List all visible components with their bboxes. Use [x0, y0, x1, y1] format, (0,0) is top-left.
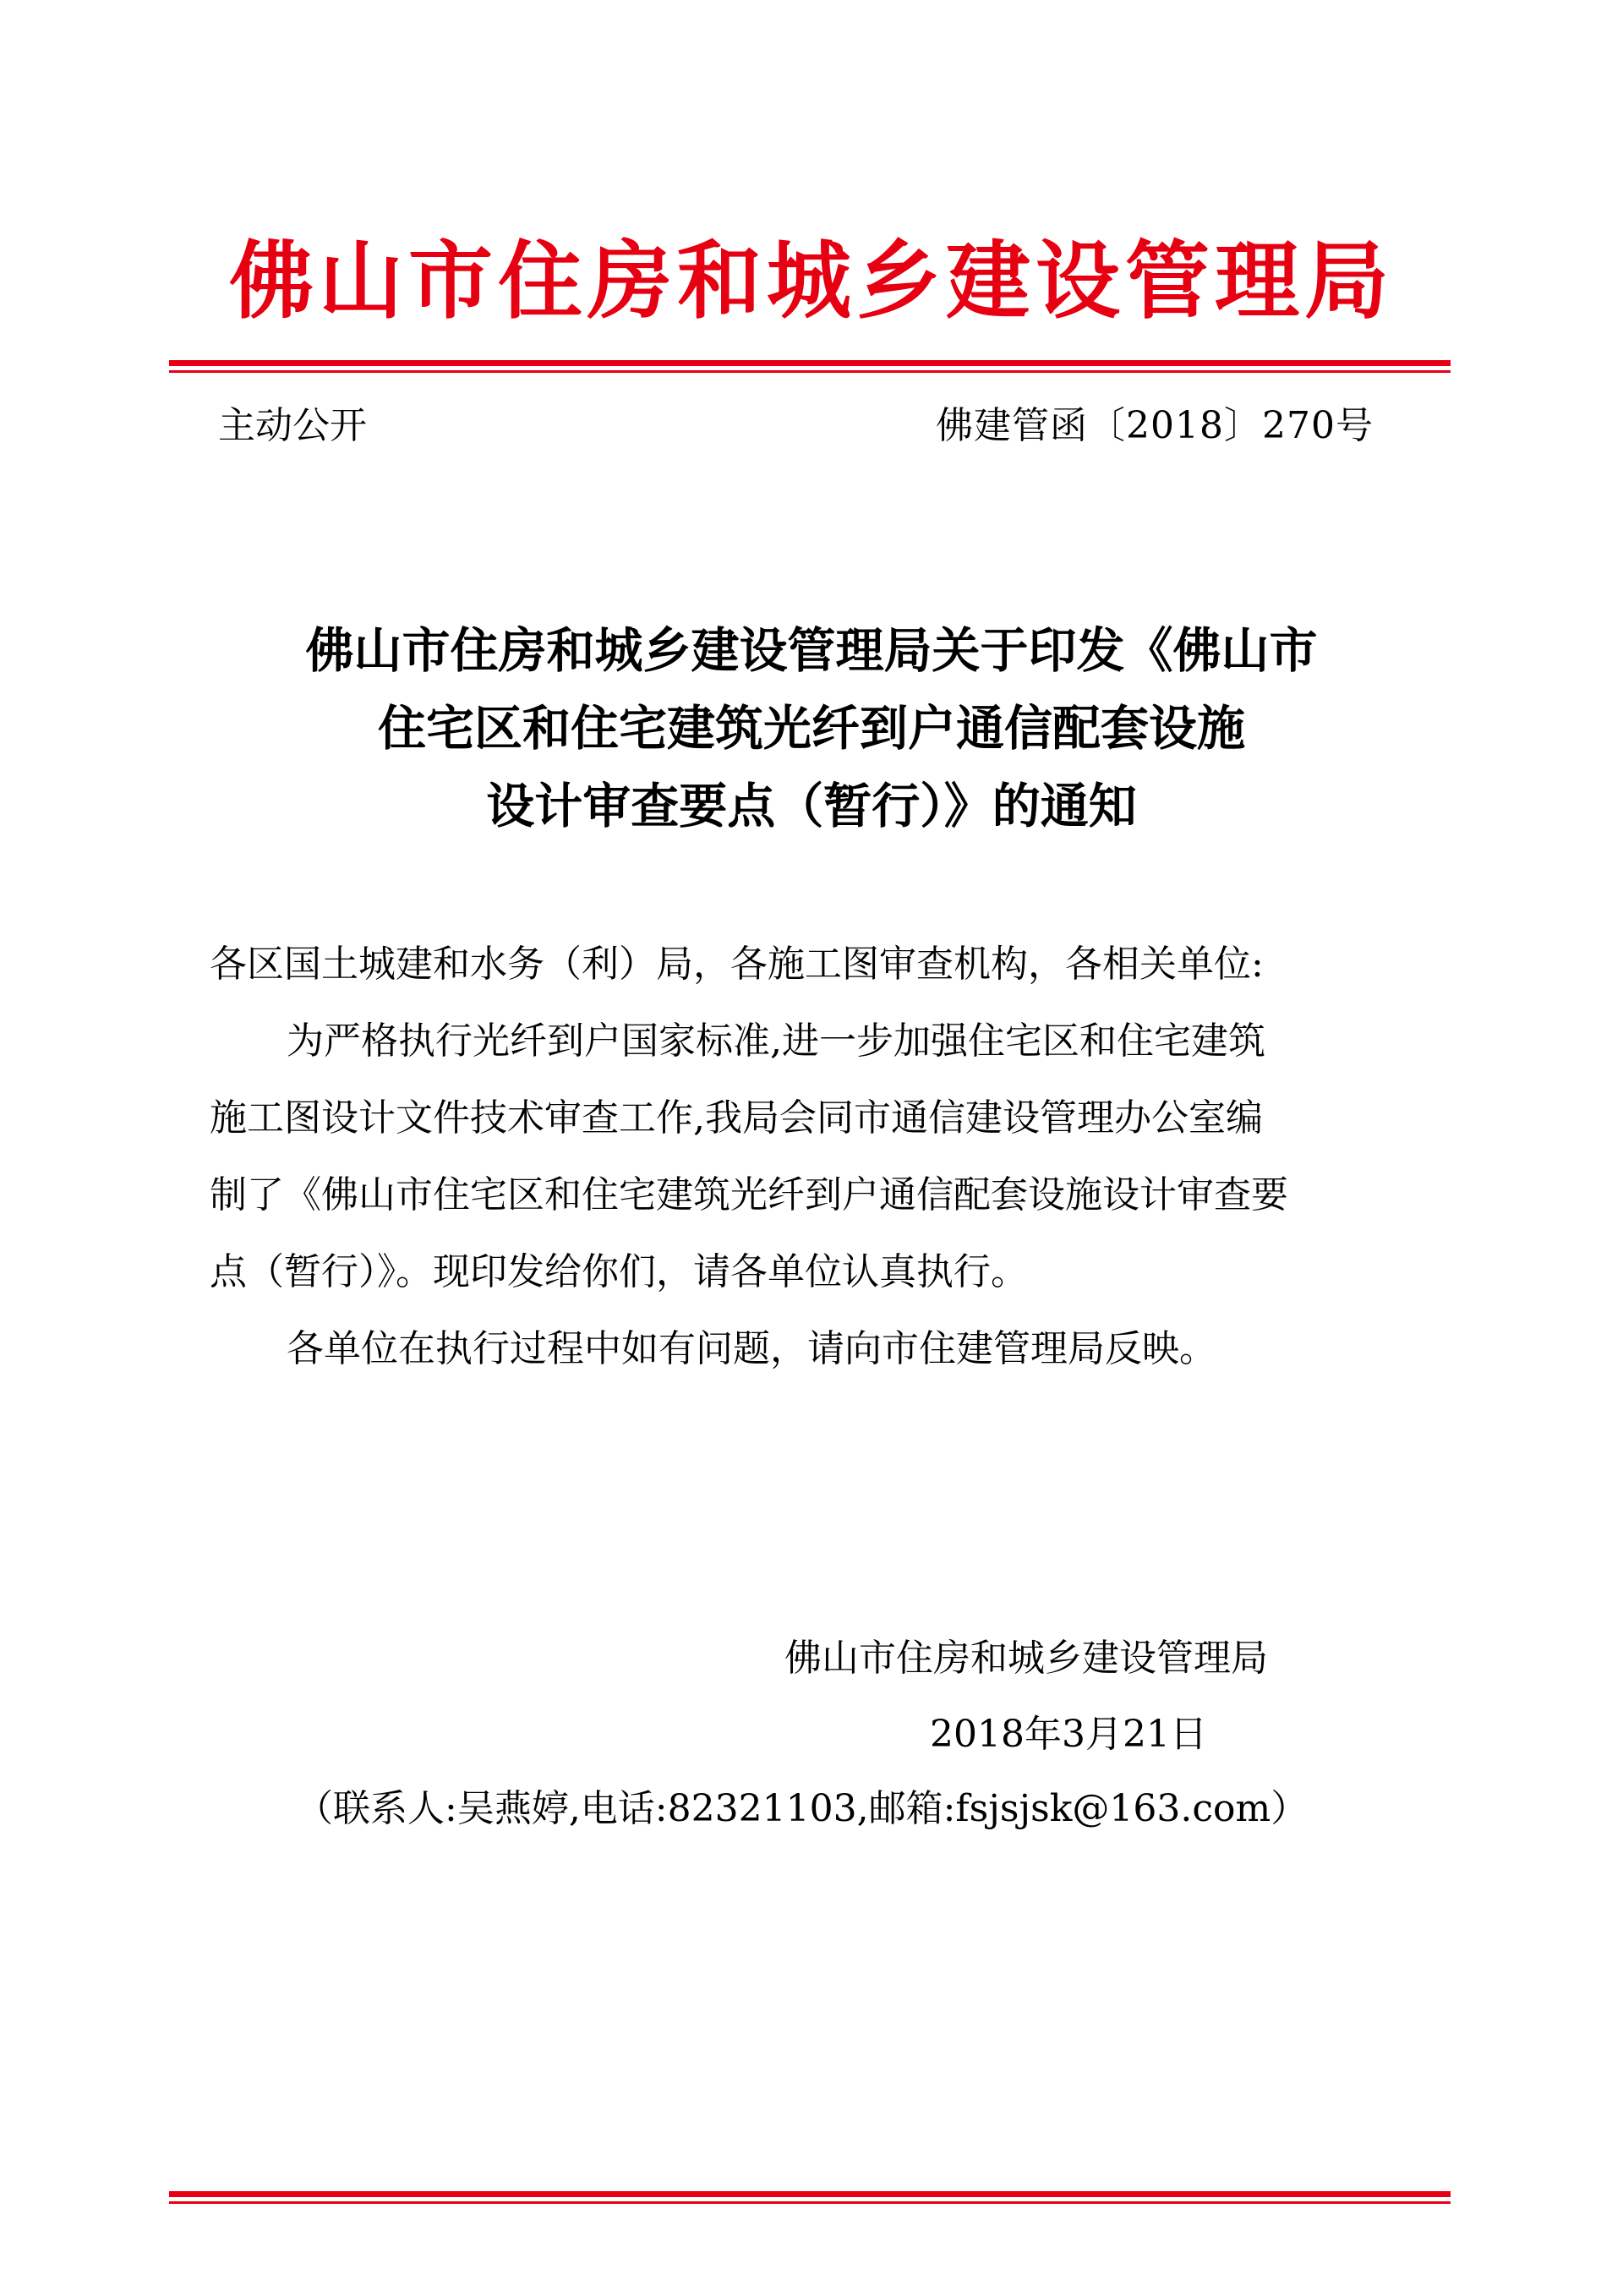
salutation: 各区国土城建和水务（利）局，各施工图审查机构，各相关单位: [210, 943, 1264, 986]
footer-rule-thin [169, 2201, 1451, 2204]
disclosure-label: 主动公开 [218, 404, 367, 447]
body-paragraph-1-line-2: 施工图设计文件技术审查工作,我局会同市通信建设管理办公室编 [210, 1096, 1263, 1140]
issue-date: 2018年3月21日 [930, 1713, 1207, 1756]
letterhead-rule-thin [169, 370, 1451, 373]
body-paragraph-2: 各单位在执行过程中如有问题，请向市住建管理局反映。 [287, 1327, 1216, 1370]
body-paragraph-1-line-4: 点（暂行）》。现印发给你们，请各单位认真执行。 [210, 1250, 1028, 1293]
contact-info: （联系人:吴燕婷,电话:82321103,邮箱:fsjsjsk@163.com） [296, 1787, 1309, 1830]
document-title-line-2: 住宅区和住宅建筑光纤到户通信配套设施 [378, 700, 1245, 757]
document-title-line-3: 设计审查要点（暂行）》的通知 [486, 778, 1137, 834]
letterhead-org-name: 佛山市住房和城乡建设管理局 [229, 231, 1394, 331]
body-paragraph-1-line-3: 制了《佛山市住宅区和住宅建筑光纤到户通信配套设施设计审查要 [210, 1173, 1288, 1216]
body-paragraph-1-line-1: 为严格执行光纤到户国家标准,进一步加强住宅区和住宅建筑 [287, 1020, 1265, 1063]
footer-rule-thick [169, 2191, 1451, 2197]
document-number: 佛建管函〔2018〕270号 [936, 404, 1374, 447]
issuing-authority: 佛山市住房和城乡建设管理局 [784, 1637, 1268, 1680]
letterhead-rule-thick [169, 360, 1451, 366]
document-title-line-1: 佛山市住房和城乡建设管理局关于印发《佛山市 [305, 622, 1318, 679]
